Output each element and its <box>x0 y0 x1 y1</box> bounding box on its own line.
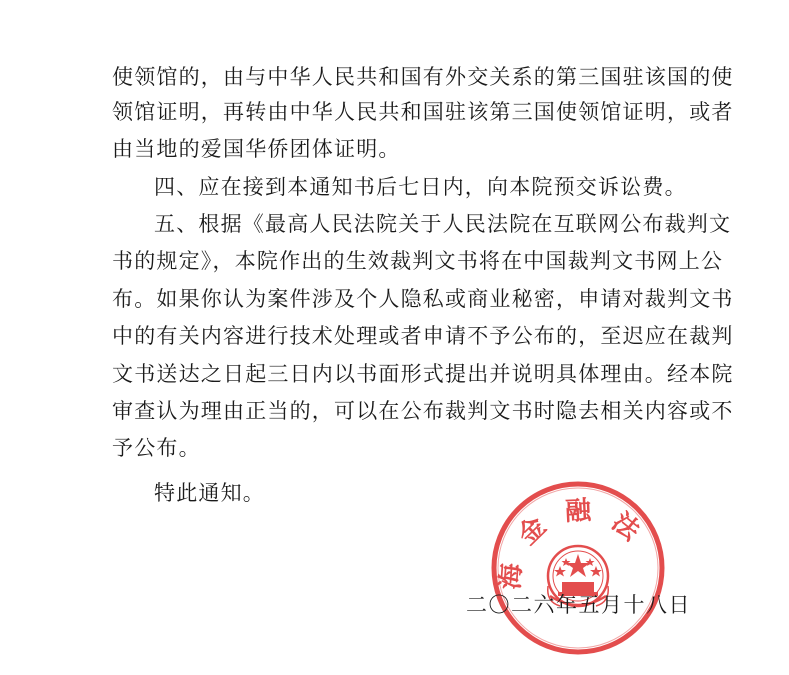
paragraph-line: 书的规定》，本院作出的生效裁判文书将在中国裁判文书网上公 <box>112 249 724 273</box>
seal-char: 法 <box>605 507 646 547</box>
paragraph-line: 文书送达之日起三日内以书面形式提出并说明具体理由。经本院 <box>112 362 734 386</box>
court-seal-stamp <box>488 478 668 658</box>
seal-char: 金 <box>512 511 553 552</box>
paragraph-line: 予公布。 <box>112 436 201 460</box>
paragraph-line: 使领馆的，由与中华人民共和国有外交关系的第三国驻该国的使 <box>112 65 734 89</box>
closing-line: 特此通知。 <box>154 481 265 505</box>
paragraph-line: 五、根据《最高人民法院关于人民法院在互联网公布裁判文 <box>154 212 732 236</box>
seal-char: 融 <box>564 495 592 527</box>
paragraph-line: 布。如果你认为案件涉及个人隐私或商业秘密，申请对裁判文书 <box>112 287 734 311</box>
seal-char: 海 <box>495 562 528 591</box>
paragraph-line: 由当地的爱国华侨团体证明。 <box>112 137 401 161</box>
paragraph-line: 中的有关内容进行技术处理或者申请不予公布的，至迟应在裁判 <box>112 324 734 348</box>
paragraph-line: 四、应在接到本通知书后七日内，向本院预交诉讼费。 <box>154 175 687 199</box>
paragraph-line: 审查认为理由正当的，可以在公布裁判文书时隐去相关内容或不 <box>112 399 734 423</box>
document-date: 二〇二六年五月十八日 <box>466 593 691 617</box>
paragraph-line: 领馆证明，再转由中华人民共和国驻该第三国使领馆证明，或者 <box>112 100 734 124</box>
